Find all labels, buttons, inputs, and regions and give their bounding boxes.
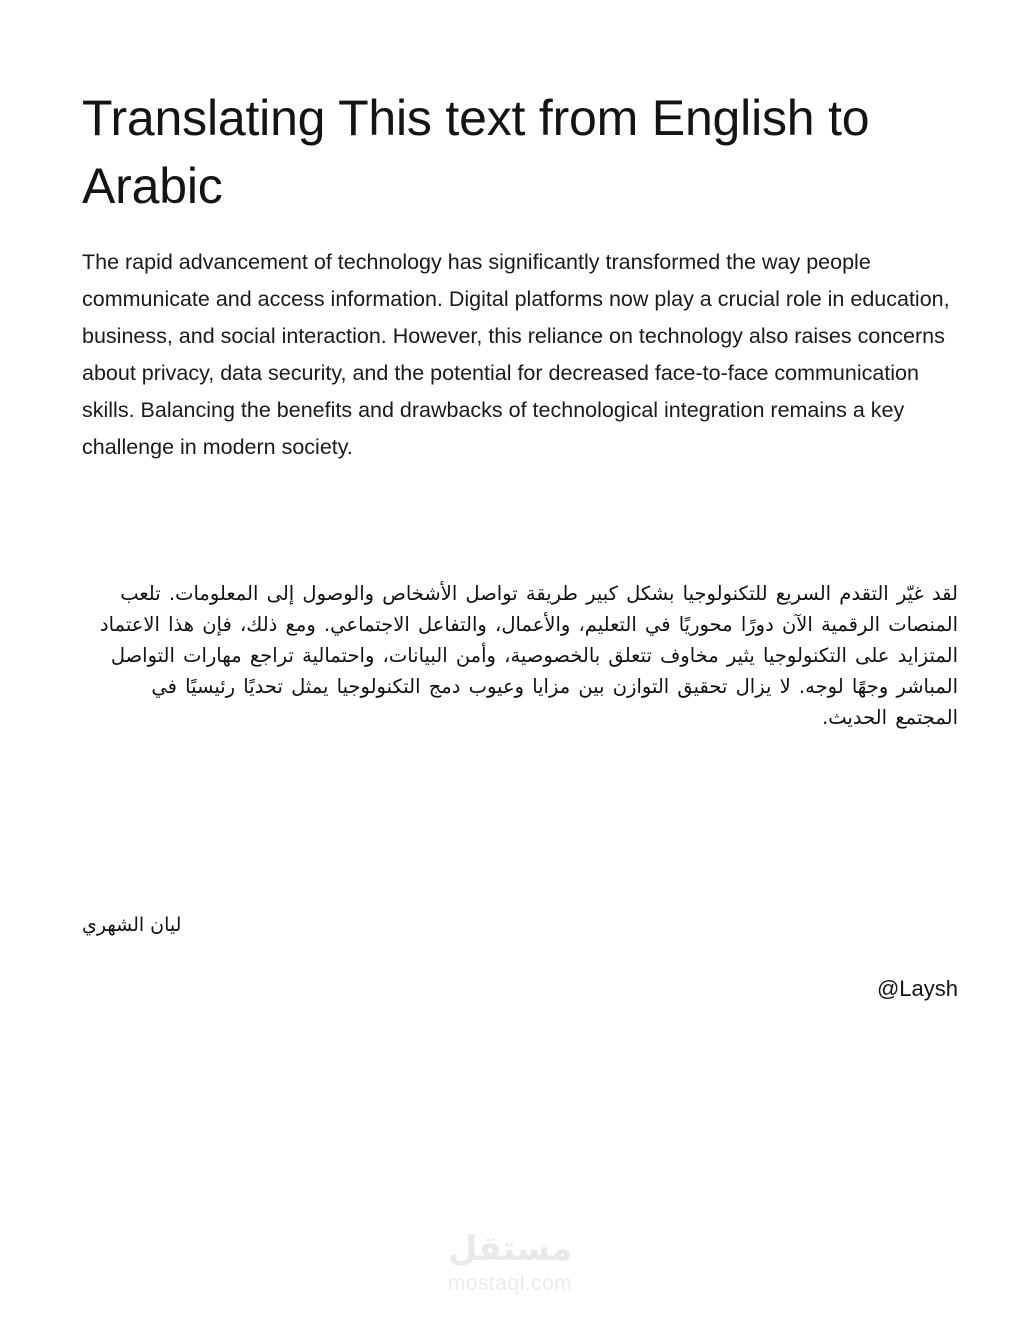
mostaql-domain-text: mostaql.com (447, 1272, 573, 1295)
arabic-translated-paragraph: لقد غيّر التقدم السريع للتكنولوجيا بشكل كبير طريقة تواصل الأشخاص والوصول إلى المعلومات. تلعب المنصات الرقمية الآن دورًا محوريًا في التعليم، والأعمال، والتفاعل الاجتماعي. ومع ذلك، فإن هذا الاعتماد المتزايد على التكنولوجيا يثير مخاوف تتعلق بالخصوصية، وأمن البيانات، واحتمالية تراجع مهارات التواصل المباشر وجهًا لوجه. لا يزال تحقيق التوازن بين مزايا وعيوب دمج التكنولوجيا يمثل تحديًا رئيسيًا في المجتمع الحديث. (99, 582, 958, 729)
translator-handle: @Laysh (876, 976, 958, 1001)
arabic-translation-block (82, 466, 958, 733)
signature-block (82, 733, 958, 1003)
translator-name: ليان الشهري (82, 914, 182, 936)
mostaql-logo-text: مستقل (447, 1229, 573, 1269)
english-source-paragraph: The rapid advancement of technology has significantly transformed the way people communicate and access information. Digital platforms now play a crucial role in education, business, and social interaction. However, this reliance on technology also raises concerns about privacy, data security, and the potential for decreased face-to-face communication skills. Balancing the benefits and drawbacks of technological integration remains a key challenge in modern society. (82, 250, 950, 459)
mostaql-watermark (0, 1229, 1020, 1297)
document-content (82, 0, 958, 1003)
page-title: Translating This text from English to Arabic (82, 90, 870, 214)
